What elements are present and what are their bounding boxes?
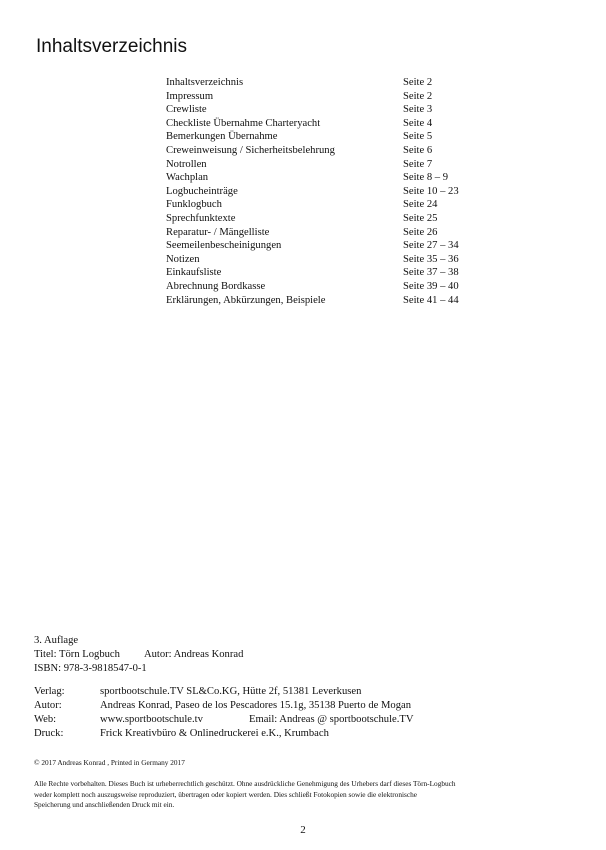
- toc-entry-label: Checkliste Übernahme Charteryacht: [166, 117, 321, 129]
- toc-row: [166, 212, 486, 226]
- toc-entry-label: Reparatur- / Mängelliste: [166, 226, 270, 238]
- toc-entry-page: Seite 25: [403, 212, 438, 224]
- toc-entry-label: Notrollen: [166, 158, 207, 170]
- toc-entry-label: Impressum: [166, 90, 214, 102]
- toc-entry-label: Creweinweisung / Sicherheitsbelehrung: [166, 144, 335, 156]
- toc-entry-page: Seite 4: [403, 117, 433, 129]
- toc-entry-page: Seite 2: [403, 90, 433, 102]
- toc-entry-label: Seemeilenbescheinigungen: [166, 240, 282, 252]
- publisher-value: sportbootschule.TV SL&Co.KG, Hütte 2f, 51381 Leverkusen: [100, 686, 362, 697]
- toc-entry-label: Einkaufsliste: [166, 267, 222, 279]
- toc-entry-page: Seite 6: [403, 144, 433, 156]
- toc-entry-page: Seite 10 – 23: [403, 185, 459, 197]
- toc-row: [166, 253, 486, 267]
- toc-row: [166, 280, 486, 294]
- toc-row: [166, 226, 486, 240]
- edition-info: [34, 634, 243, 676]
- author-address: Andreas Konrad, Paseo de los Pescadores 15.1g, 35138 Puerto de Mogan: [100, 700, 411, 711]
- toc-row: [166, 117, 486, 131]
- toc-entry-page: Seite 8 – 9: [403, 172, 449, 184]
- toc-row: [166, 266, 486, 280]
- toc-row: [166, 185, 486, 199]
- table-of-contents: [166, 76, 486, 307]
- toc-entry-page: Seite 26: [403, 226, 438, 238]
- print-key: Druck:: [34, 728, 64, 739]
- rights-line: Speicherung und anschließenden Druck mit ein.: [34, 800, 175, 809]
- author-row: [34, 699, 414, 713]
- toc-entry-page: Seite 41 – 44: [403, 294, 459, 306]
- isbn: ISBN: 978-3-9818547-0-1: [34, 663, 147, 674]
- publisher-key: Verlag:: [34, 686, 65, 697]
- toc-row: [166, 171, 486, 185]
- toc-entry-label: Wachplan: [166, 172, 209, 184]
- title-author-line: [34, 648, 243, 662]
- rights-line: Alle Rechte vorbehalten. Dieses Buch ist urheberrechtlich geschützt. Ohne ausdrückliche Genehmigung des Urhebers darf dieses Törn-Logbuch: [34, 779, 456, 788]
- toc-row: [166, 198, 486, 212]
- book-author: Autor: Andreas Konrad: [143, 649, 244, 660]
- email: Email: Andreas @ sportbootschule.TV: [249, 714, 414, 725]
- copyright-notice: © 2017 Andreas Konrad , Printed in Germany 2017: [34, 758, 185, 767]
- toc-row: [166, 130, 486, 144]
- website: www.sportbootschule.tv: [100, 714, 203, 725]
- print-row: [34, 727, 414, 741]
- edition-label: 3. Auflage: [34, 635, 79, 646]
- printer: Frick Kreativbüro & Onlinedruckerei e.K., Krumbach: [100, 728, 329, 739]
- rights-line: weder komplett noch auszugsweise reproduziert, übertragen oder kopiert werden. Dies schließt Fotokopien sowie die elektronische: [34, 789, 417, 799]
- toc-entry-page: Seite 5: [403, 131, 433, 143]
- book-title: Titel: Törn Logbuch: [34, 649, 120, 660]
- toc-entry-page: Seite 7: [403, 158, 433, 170]
- toc-row: [166, 90, 486, 104]
- publisher-info: [34, 685, 414, 741]
- toc-entry-label: Crewliste: [166, 104, 207, 116]
- toc-entry-label: Notizen: [166, 253, 200, 265]
- toc-entry-label: Funklogbuch: [166, 199, 222, 211]
- publisher-row: [34, 685, 414, 699]
- toc-entry-page: Seite 39 – 40: [403, 280, 459, 292]
- toc-entry-page: Seite 24: [403, 199, 438, 211]
- toc-entry-label: Logbucheinträge: [166, 185, 238, 197]
- toc-entry-page: Seite 27 – 34: [403, 240, 459, 252]
- page-number: 2: [300, 824, 306, 836]
- toc-row: [166, 158, 486, 172]
- toc-row: [166, 294, 486, 308]
- author-key: Autor:: [34, 700, 62, 711]
- toc-entry-page: Seite 37 – 38: [403, 267, 459, 279]
- toc-entry-label: Sprechfunktexte: [166, 212, 236, 224]
- toc-row: [166, 76, 486, 90]
- toc-entry-label: Inhaltsverzeichnis: [166, 77, 244, 88]
- toc-entry-page: Seite 3: [403, 104, 433, 116]
- web-key: Web:: [34, 714, 57, 725]
- page-title: Inhaltsverzeichnis: [36, 36, 188, 57]
- toc-row: [166, 239, 486, 253]
- toc-entry-label: Erklärungen, Abkürzungen, Beispiele: [166, 294, 326, 306]
- toc-row: [166, 103, 486, 117]
- web-row: [34, 713, 414, 727]
- toc-entry-page: Seite 2: [403, 77, 433, 88]
- toc-row: [166, 144, 486, 158]
- toc-entry-page: Seite 35 – 36: [403, 253, 459, 265]
- toc-entry-label: Abrechnung Bordkasse: [166, 280, 266, 292]
- rights-notice: [34, 779, 574, 811]
- toc-entry-label: Bemerkungen Übernahme: [166, 131, 278, 143]
